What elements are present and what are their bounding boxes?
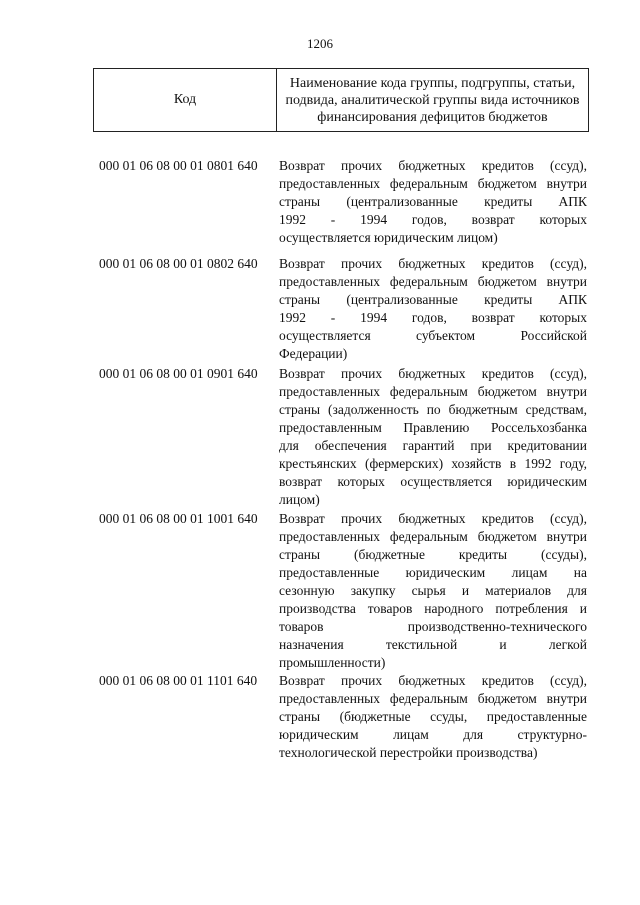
- entry-line: предоставленных федеральным бюджетом внутри: [279, 384, 587, 399]
- entry-line: предоставленные юридическим лицам на: [279, 565, 587, 580]
- header-name-line: подвида, аналитической группы вида источников: [285, 92, 580, 108]
- entry-line: технологической перестройки производства): [279, 745, 538, 760]
- entry-code: 000 01 06 08 00 01 1001 640: [99, 511, 258, 526]
- entry-line: крестьянских (фермерских) хозяйств в 1992 году,: [279, 456, 587, 471]
- entry-line: страны (бюджетные ссуды, предоставленные: [279, 709, 587, 724]
- entry-line: промышленности): [279, 655, 386, 670]
- entry-line: назначения текстильной и легкой: [279, 637, 587, 652]
- entry-line: 1992 - 1994 годов, возврат которых: [279, 310, 587, 325]
- entry-line: юридическим лицам для структурно-: [279, 727, 587, 742]
- entry-line: осуществляется субъектом Российской: [279, 328, 587, 343]
- page-number: 1206: [307, 36, 333, 51]
- entry-line: Возврат прочих бюджетных кредитов (ссуд),: [279, 256, 587, 271]
- entry-line: предоставленным Правлению Россельхозбанка: [279, 420, 587, 435]
- entry-description: [279, 510, 587, 672]
- header-name-line: финансирования дефицитов бюджетов: [317, 109, 548, 125]
- entry-line: страны (централизованные кредиты АПК: [279, 194, 587, 209]
- entry-line: страны (задолженность по бюджетным средствам,: [279, 402, 587, 417]
- entry-line: производства товаров народного потребления и: [279, 601, 587, 616]
- entry-line: Возврат прочих бюджетных кредитов (ссуд),: [279, 366, 587, 381]
- entry-line: лицом): [279, 492, 320, 507]
- entry-line: товаров производственно-технического: [279, 619, 587, 634]
- entry-code: 000 01 06 08 00 01 0802 640: [99, 256, 258, 271]
- entry-code: 000 01 06 08 00 01 0901 640: [99, 366, 258, 381]
- entry-code: 000 01 06 08 00 01 1101 640: [99, 673, 258, 688]
- entry-line: предоставленных федеральным бюджетом внутри: [279, 176, 587, 191]
- entry-line: 1992 - 1994 годов, возврат которых: [279, 212, 587, 227]
- entry-description: [279, 672, 587, 762]
- entry-description: [279, 365, 587, 509]
- entry-line: предоставленных федеральным бюджетом внутри: [279, 529, 587, 544]
- entry-line: Возврат прочих бюджетных кредитов (ссуд),: [279, 158, 587, 173]
- entry-line: осуществляется юридическим лицом): [279, 230, 498, 245]
- entry-line: Возврат прочих бюджетных кредитов (ссуд),: [279, 673, 587, 688]
- entry-code: 000 01 06 08 00 01 0801 640: [99, 158, 258, 173]
- entry-line: страны (централизованные кредиты АПК: [279, 292, 587, 307]
- header-code-column: Код: [94, 69, 277, 131]
- entry-line: возврат которых осуществляется юридическим: [279, 474, 587, 489]
- entry-line: предоставленных федеральным бюджетом внутри: [279, 691, 587, 706]
- entry-line: Возврат прочих бюджетных кредитов (ссуд),: [279, 511, 587, 526]
- entry-line: Федерации): [279, 346, 348, 361]
- entry-line: для обеспечения гарантий при кредитовании: [279, 438, 587, 453]
- entry-line: предоставленных федеральным бюджетом внутри: [279, 274, 587, 289]
- entry-line: страны (бюджетные кредиты (ссуды),: [279, 547, 587, 562]
- entry-line: сезонную закупку сырья и материалов для: [279, 583, 587, 598]
- header-name-line: Наименование кода группы, подгруппы, статьи,: [289, 75, 576, 91]
- header-name-column: [277, 69, 588, 131]
- table-header: [93, 68, 589, 132]
- entry-description: [279, 255, 587, 363]
- entry-description: [279, 157, 587, 247]
